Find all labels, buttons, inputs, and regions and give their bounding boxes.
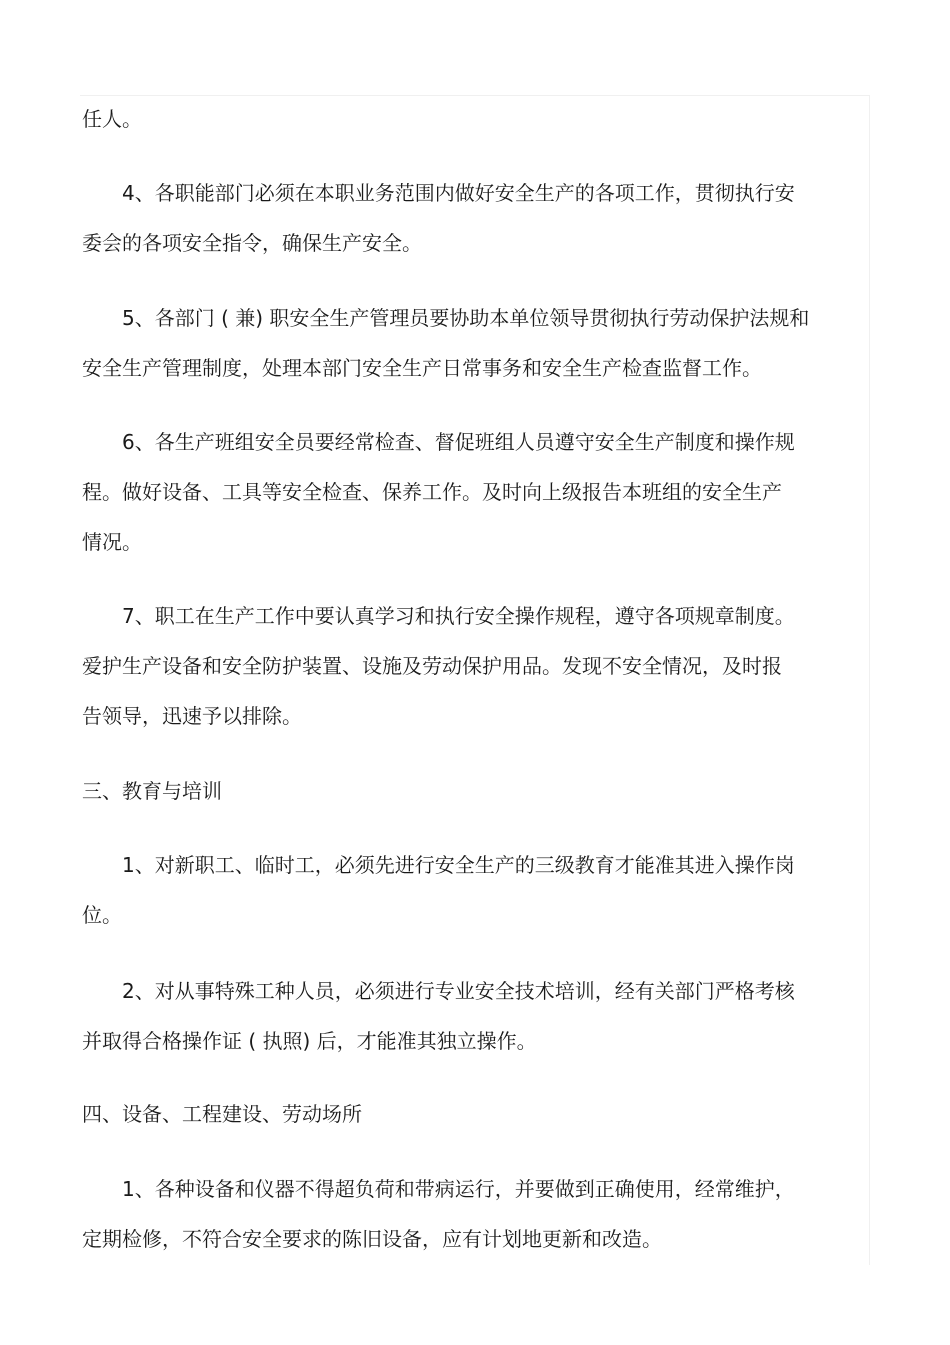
text-line: 爱护生产设备和安全防护装置、设施及劳动保护用品。发现不安全情况，及时报 (82, 654, 782, 678)
text-line: 2、对从事特殊工种人员，必须进行专业安全技术培训，经有关部门严格考核 (122, 979, 795, 1003)
text-line: 安全生产管理制度，处理本部门安全生产日常事务和安全生产检查监督工作。 (82, 356, 762, 380)
text-line: 位。 (82, 903, 122, 927)
text-line: 告领导，迅速予以排除。 (82, 704, 302, 728)
heading-text: 四、设备、工程建设、劳动场所 (82, 1102, 362, 1126)
text-line: 定期检修，不符合安全要求的陈旧设备，应有计划地更新和改造。 (82, 1227, 662, 1251)
paragraph-continuation (82, 94, 832, 144)
text-line: 7、职工在生产工作中要认真学习和执行安全操作规程，遵守各项规章制度。 (122, 604, 795, 628)
paragraph-education-1 (82, 840, 832, 940)
text-line: 4、各职能部门必须在本职业务范围内做好安全生产的各项工作，贯彻执行安 (122, 181, 795, 205)
section-heading-education (82, 766, 832, 816)
heading-text: 三、教育与培训 (82, 779, 222, 803)
text-line: 程。做好设备、工具等安全检查、保养工作。及时向上级报告本班组的安全生产 (82, 480, 782, 504)
page-border-right (869, 95, 870, 1265)
text-line: 委会的各项安全指令，确保生产安全。 (82, 231, 422, 255)
paragraph-item-6 (82, 417, 832, 567)
paragraph-item-5 (82, 293, 832, 393)
paragraph-item-4 (82, 168, 832, 268)
text-line: 1、对新职工、临时工，必须先进行安全生产的三级教育才能准其进入操作岗 (122, 853, 795, 877)
text-line: 任人。 (82, 107, 142, 131)
text-line: 6、各生产班组安全员要经常检查、督促班组人员遵守安全生产制度和操作规 (122, 430, 795, 454)
text-line: 5、各部门 ( 兼) 职安全生产管理员要协助本单位领导贯彻执行劳动保护法规和 (122, 306, 810, 330)
paragraph-equipment-1 (82, 1164, 832, 1264)
paragraph-education-2 (82, 966, 832, 1066)
section-heading-equipment (82, 1089, 832, 1139)
paragraph-item-7 (82, 591, 832, 741)
text-line: 情况。 (82, 530, 142, 554)
text-line: 1、各种设备和仪器不得超负荷和带病运行，并要做到正确使用，经常维护， (122, 1177, 795, 1201)
text-line: 并取得合格操作证 ( 执照) 后，才能准其独立操作。 (82, 1029, 537, 1053)
